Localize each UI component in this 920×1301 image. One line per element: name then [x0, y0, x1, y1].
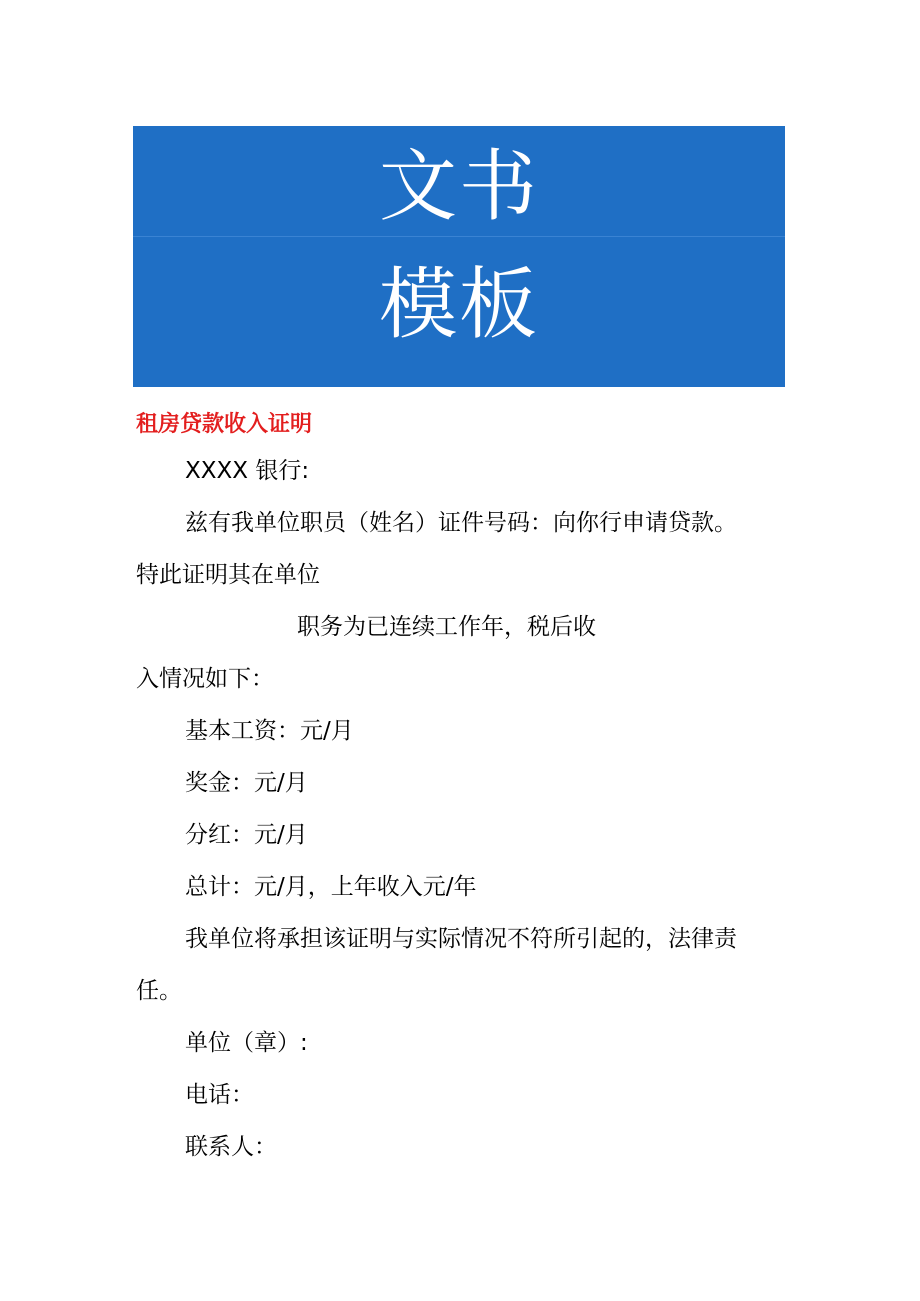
salutation: XXXX 银行: — [185, 458, 310, 484]
paragraph-1-line-1: 兹有我单位职员（姓名）证件号码：向你行申请贷款。 — [185, 510, 737, 536]
title-banner — [133, 126, 785, 387]
paragraph-1-line-4: 入情况如下： — [136, 666, 274, 692]
banner-title-line-1: 文书 — [378, 142, 539, 232]
banner-title-line-2: 模板 — [378, 260, 539, 350]
phone-label: 电话： — [185, 1082, 254, 1108]
unit-seal-label: 单位（章）: — [185, 1030, 308, 1056]
liability-line-2: 任。 — [136, 978, 182, 1004]
dividend-line: 分红：元/月 — [185, 822, 308, 848]
paragraph-1-line-2: 特此证明其在单位 — [136, 562, 320, 588]
banner-divider — [133, 236, 785, 237]
liability-line-1: 我单位将承担该证明与实际情况不符所引起的，法律责 — [185, 926, 737, 952]
basic-salary-line: 基本工资：元/月 — [185, 718, 354, 744]
paragraph-1-line-3: 职务为已连续工作年，税后收 — [297, 614, 596, 640]
document-title: 租房贷款收入证明 — [136, 412, 313, 437]
total-line: 总计：元/月，上年收入元/年 — [185, 874, 477, 900]
contact-person-label: 联系人： — [185, 1134, 277, 1160]
bonus-line: 奖金：元/月 — [185, 770, 308, 796]
